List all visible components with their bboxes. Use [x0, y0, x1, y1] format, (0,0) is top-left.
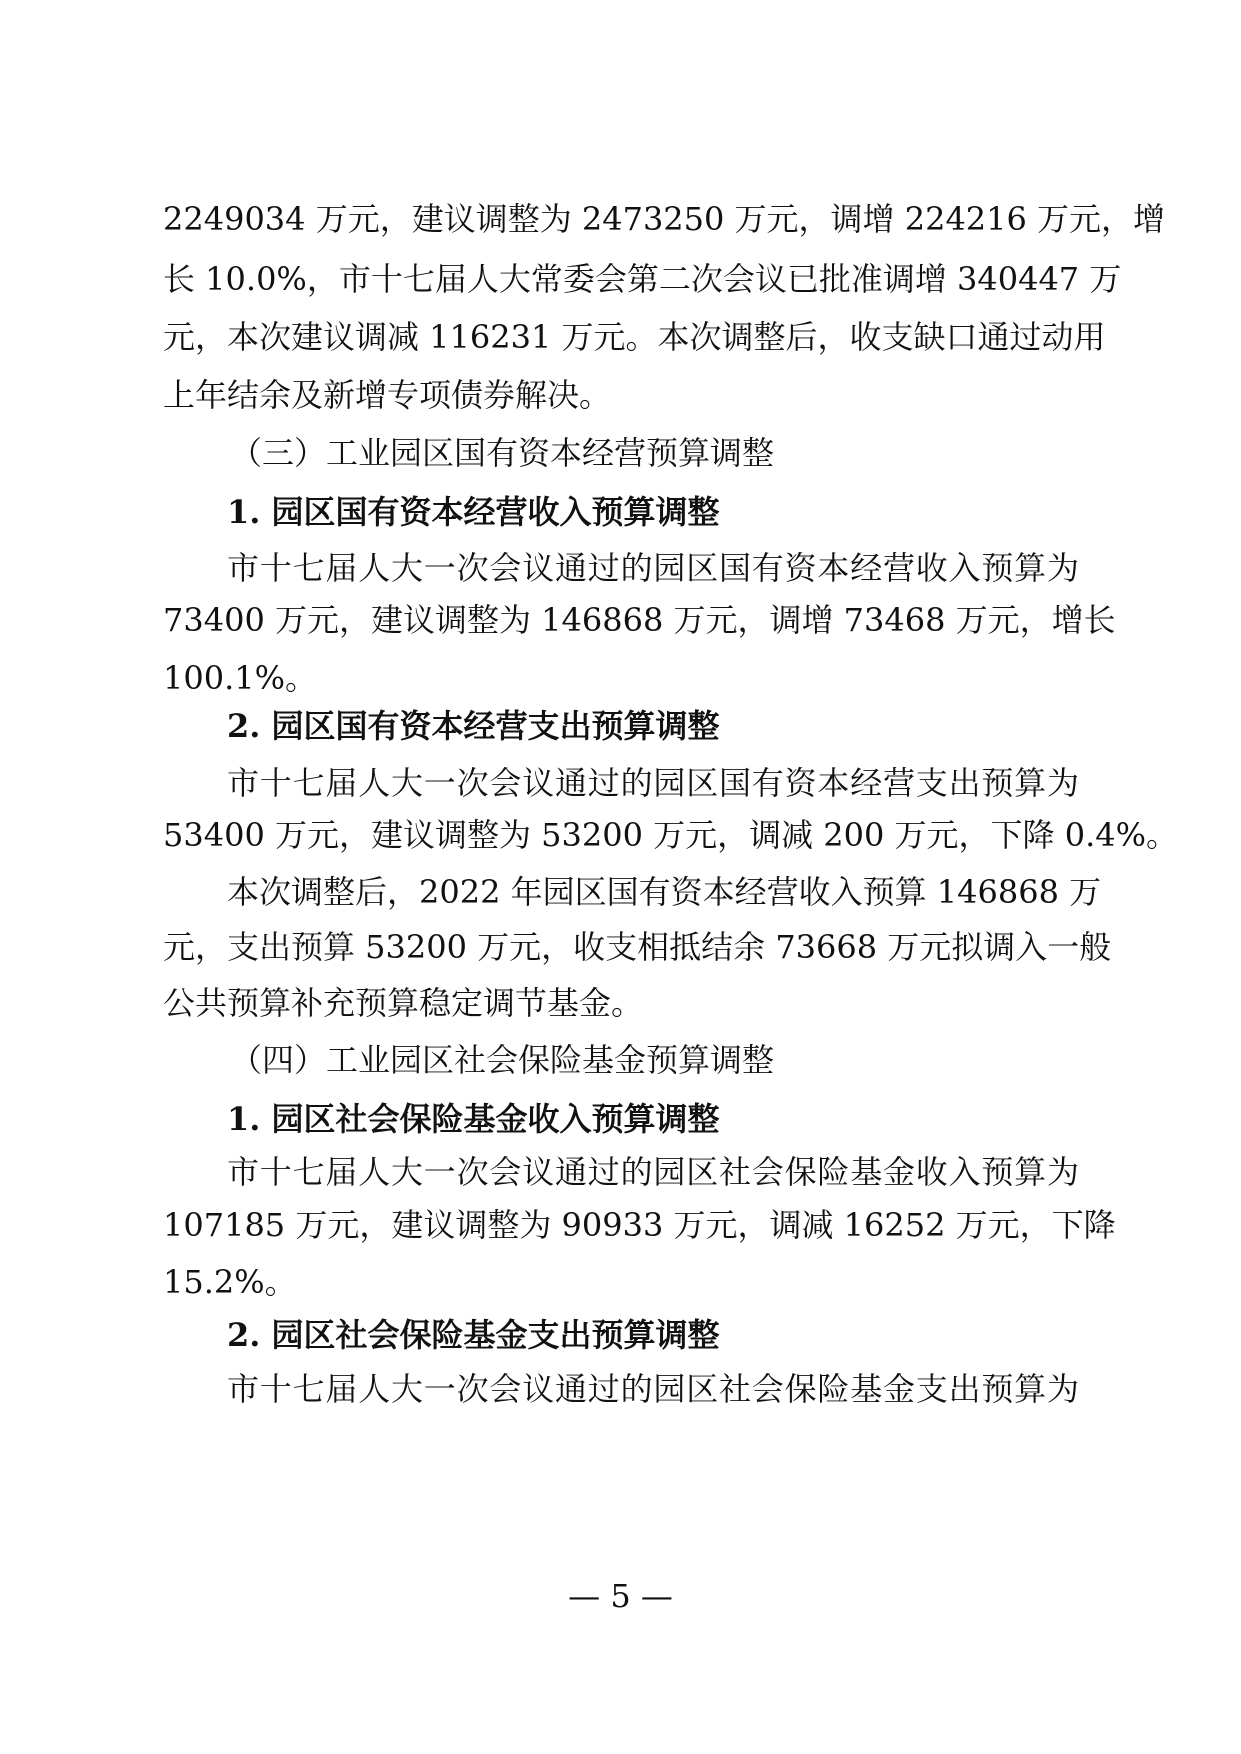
body-line: 公共预算补充预算稳定调节基金。: [163, 984, 644, 1022]
body-line: 107185 万元，建议调整为 90933 万元，调减 16252 万元，下降: [163, 1206, 1116, 1244]
body-line: 长 10.0%，市十七届人大常委会第二次会议已批准调增 340447 万: [163, 260, 1122, 298]
section-heading: （四）工业园区社会保险基金预算调整: [230, 1041, 775, 1079]
body-line: 元，支出预算 53200 万元，收支相抵结余 73668 万元拟调入一般: [163, 928, 1112, 966]
body-line: 市十七届人大一次会议通过的园区国有资本经营支出预算为: [227, 764, 1079, 802]
body-line: 53400 万元，建议调整为 53200 万元，调减 200 万元，下降 0.4%。: [163, 816, 1179, 854]
body-line: 市十七届人大一次会议通过的园区社会保险基金支出预算为: [227, 1370, 1079, 1408]
body-line: 市十七届人大一次会议通过的园区社会保险基金收入预算为: [227, 1153, 1079, 1191]
body-line: 73400 万元，建议调整为 146868 万元，调增 73468 万元，增长: [163, 601, 1116, 639]
subsection-heading: 2. 园区社会保险基金支出预算调整: [227, 1316, 720, 1354]
body-line: 2249034 万元，建议调整为 2473250 万元，调增 224216 万元，增: [163, 200, 1166, 238]
body-line: 市十七届人大一次会议通过的园区国有资本经营收入预算为: [227, 549, 1079, 587]
body-line: 100.1%。: [163, 659, 318, 697]
body-line: 本次调整后，2022 年园区国有资本经营收入预算 146868 万: [227, 873, 1102, 911]
subsection-heading: 1. 园区国有资本经营收入预算调整: [227, 493, 720, 531]
body-line: 元，本次建议调减 116231 万元。本次调整后，收支缺口通过动用: [163, 318, 1106, 356]
section-heading: （三）工业园区国有资本经营预算调整: [230, 434, 775, 472]
body-line: 上年结余及新增专项债券解决。: [163, 376, 612, 414]
page-number: — 5 —: [568, 1577, 673, 1615]
subsection-heading: 1. 园区社会保险基金收入预算调整: [227, 1100, 720, 1138]
body-line: 15.2%。: [163, 1263, 297, 1301]
subsection-heading: 2. 园区国有资本经营支出预算调整: [227, 707, 720, 745]
